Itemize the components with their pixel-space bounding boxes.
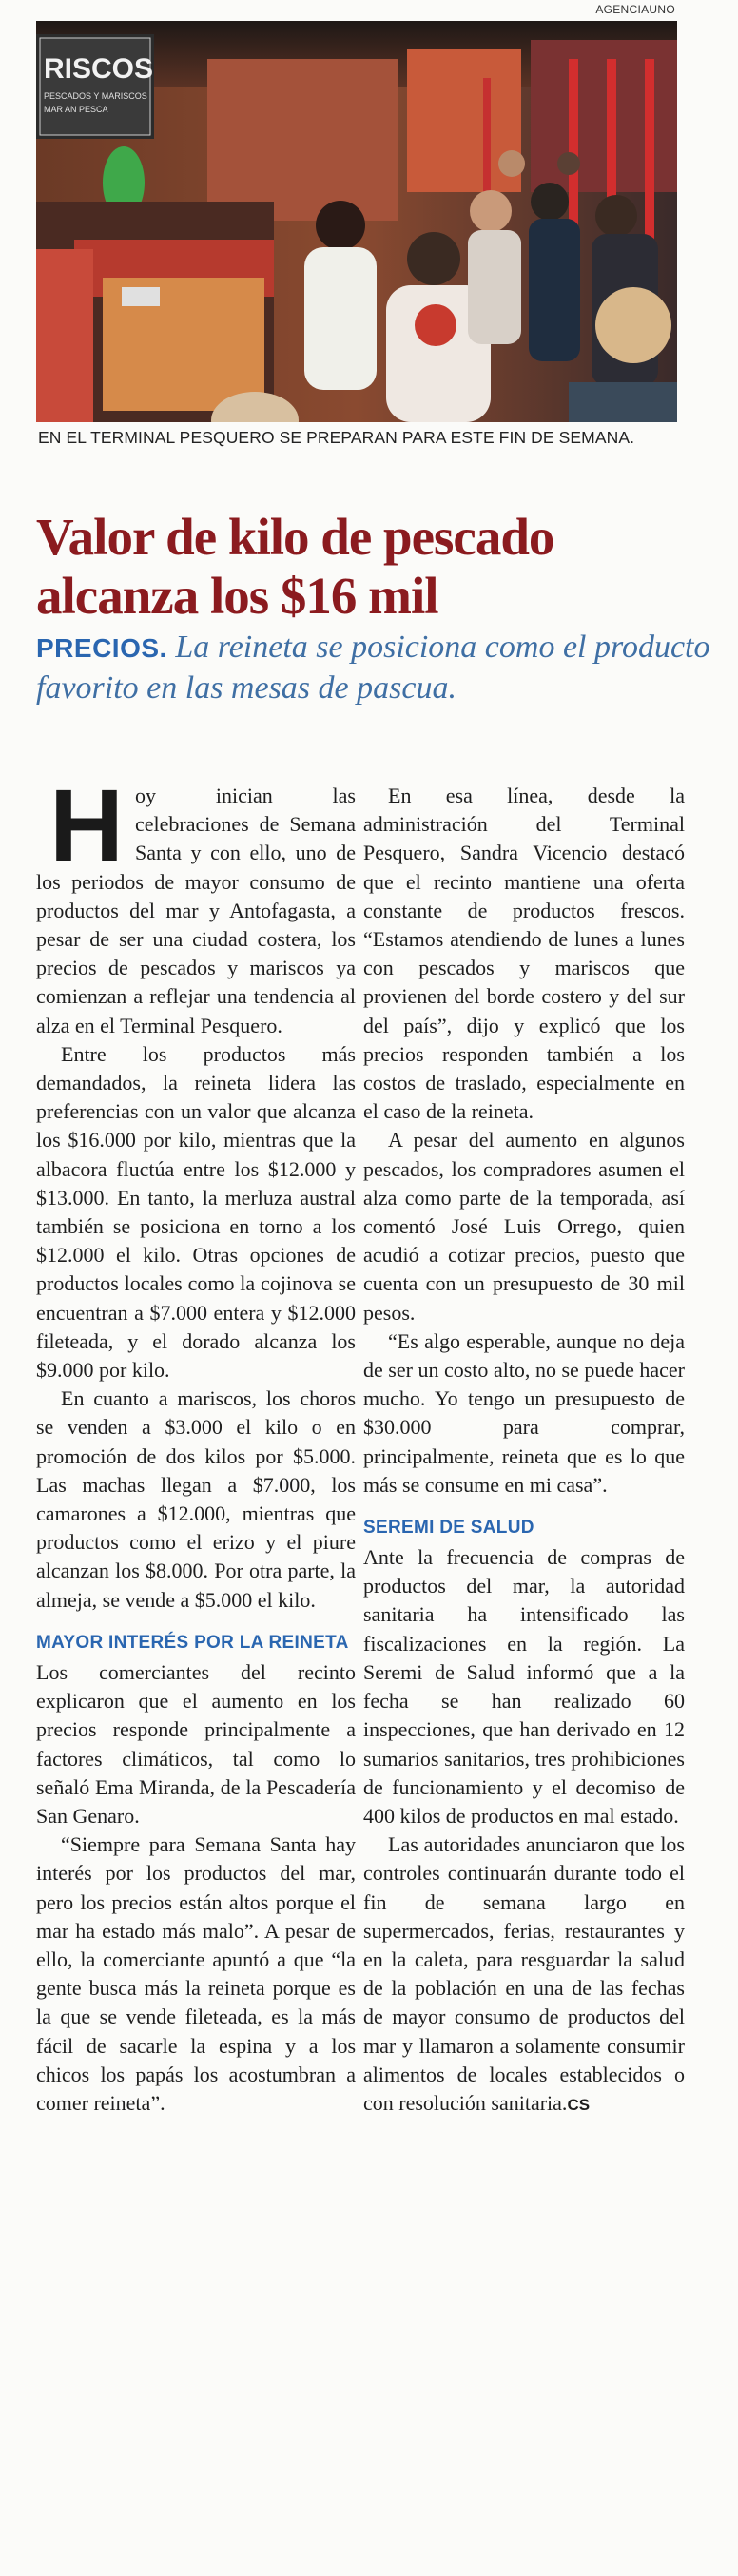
- article-column-right: [363, 782, 685, 2120]
- lead-paragraph-text: oy inician las celebraciones de Semana Santa y con ello, uno de los periodos de mayor consumo de productos del mar y Antofagasta, a pesar de ser una ciudad costera, los precios de pescados y mariscos ya comienzan a reflejar una tendencia al alza en el Terminal Pesquero.: [36, 784, 356, 1037]
- section-subhead: SEREMI DE SALUD: [363, 1518, 534, 1539]
- photo-credit: AGENCIAUNO: [595, 3, 675, 16]
- sign-line3: MAR AN PESCA: [44, 105, 108, 114]
- photo-caption: EN EL TERMINAL PESQUERO SE PREPARAN PARA ESTE FIN DE SEMANA.: [38, 428, 635, 447]
- article-column-left: [36, 767, 356, 2118]
- article-paragraph: En esa línea, desde la administración del Terminal Pesquero, Sandra Vicencio destacó que el recinto mantiene una oferta constante de productos frescos. “Estamos atendiendo de lunes a lunes con pescados y mariscos que provienen del borde costero y del sur del país”, dijo y explicó que los precios responden también a los costos de traslado, especialmente en el caso de la reineta.: [363, 784, 685, 1124]
- headline: Valor de kilo de pescado alcanza los $16 mil: [36, 507, 554, 625]
- article-paragraph: Ante la frecuencia de compras de productos del mar, la autoridad sanitaria ha intensificado las fiscalizaciones en la región. La Seremi de Salud informó que a la fecha se han realizado 60 inspecciones, que han derivado en 12 sumarios sanitarios, tres prohibiciones de funcionamiento y el decomiso de 400 kilos de productos en mal estado.: [363, 1545, 685, 1828]
- article-paragraph: [36, 767, 356, 1040]
- sign-title: RISCOS: [44, 53, 154, 85]
- deck: [36, 628, 721, 708]
- section-subhead: MAYOR INTERÉS POR LA REINETA: [36, 1632, 349, 1653]
- market-photo: [36, 21, 677, 422]
- article-paragraph: A pesar del aumento en algunos pescados, los compradores asumen el alza como parte de la temporada, así comentó José Luis Orrego, quien acudió a cotizar precios, puesto que cuenta con un presupuesto de 30 mil pesos.: [363, 1128, 685, 1325]
- drop-cap: H: [49, 767, 124, 882]
- end-mark: CS: [567, 2095, 591, 2114]
- article-paragraph: “Es algo esperable, aunque no deja de ser un costo alto, no se puede hacer mucho. Yo tengo un presupuesto de $30.000 para comprar, principalmente, reineta que es lo que más se consume en mi casa”.: [363, 1328, 685, 1497]
- article-paragraph: Los comerciantes del recinto explicaron que el aumento en los precios responde principalmente a factores climáticos, tal como lo señaló Ema Miranda, de la Pescadería San Genaro.: [36, 1659, 356, 1828]
- deck-kicker: PRECIOS.: [36, 633, 167, 663]
- article-paragraph: “Siempre para Semana Santa hay interés por los productos del mar, pero los precios están altos porque el mar ha estado más malo”. A pesar de ello, la comerciante apuntó a que “la gente busca más la reineta porque es la que se vende fileteada, es la más fácil de sacarle la espina y a los chicos los papás los acostumbran a comer reineta”.: [36, 1832, 356, 2115]
- closing-paragraph-text: Las autoridades anunciaron que los controles continuarán durante todo el fin de semana largo en supermercados, ferias, restaurantes y en la caleta, para resguardar la salud de la población en una de las fechas de mayor consumo de productos del mar y llamaron a solamente consumir alimentos de locales establecidos o con resolución sanitaria.: [363, 1832, 685, 2115]
- article-paragraph: Entre los productos más demandados, la reineta lidera las preferencias con un valor que alcanza los $16.000 por kilo, mientras que la albacora fluctúa entre los $12.000 y $13.000. En tanto, la merluza austral también se posiciona en torno a los $12.000 el kilo. Otras opciones de productos locales como la cojinova se encuentran a $7.000 entera y $12.000 fileteada, y el dorado alcanza los $9.000 por kilo.: [36, 1041, 356, 1383]
- article-paragraph-last: [363, 1830, 685, 2120]
- deck-text: La reineta se posiciona como el producto favorito en las mesas de pascua.: [36, 629, 710, 706]
- market-photo-illustration: [36, 21, 677, 422]
- article-paragraph: En cuanto a mariscos, los choros se venden a $3.000 el kilo o en promoción de dos kilos por $5.000. Las machas llegan a $7.000, los camarones a $12.000, mientras que productos como el erizo y el piure alcanzan los $8.000. Por otra parte, la almeja, se vende a $5.000 el kilo.: [36, 1386, 356, 1612]
- sign-subtitle: PESCADOS Y MARISCOS: [44, 91, 147, 101]
